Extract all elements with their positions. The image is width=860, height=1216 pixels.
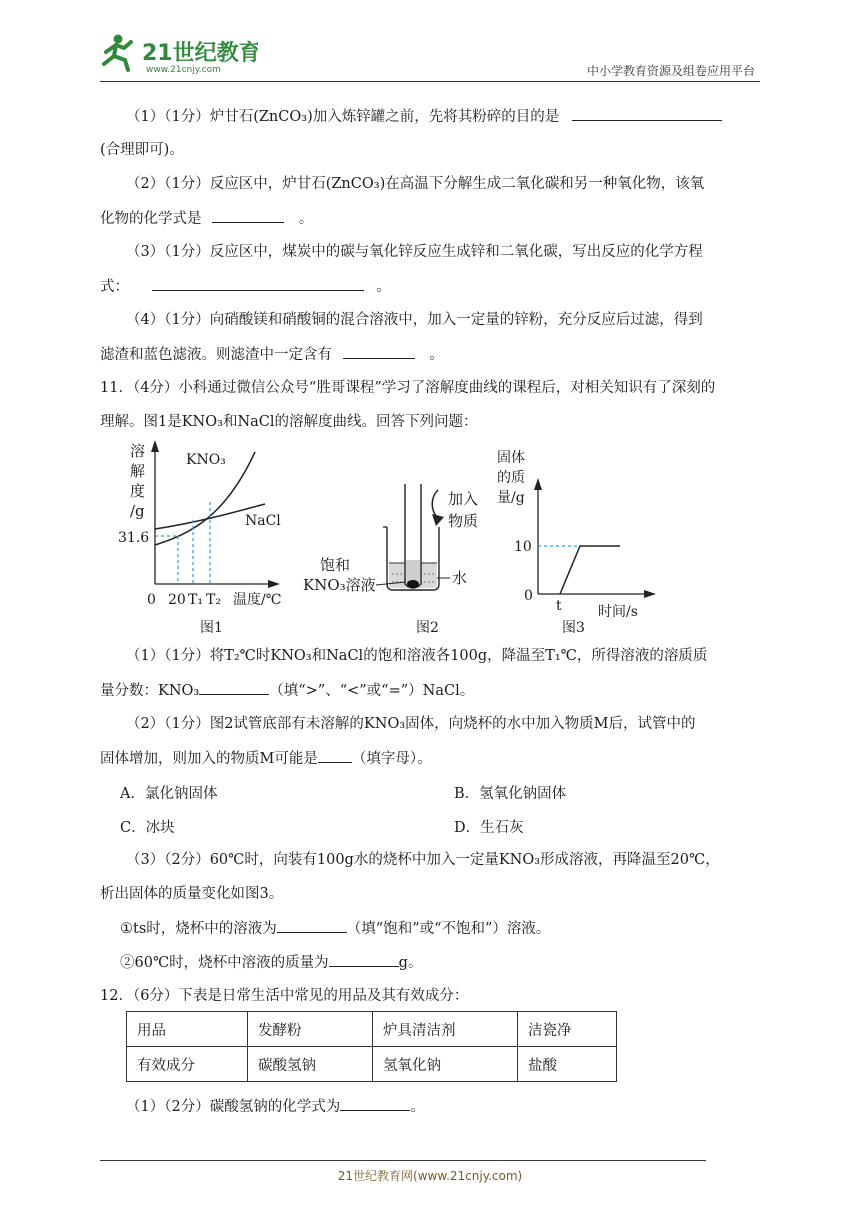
option-b[interactable]: B．氢氧化钠固体 bbox=[454, 786, 567, 802]
table-row bbox=[127, 1047, 617, 1082]
fig1-ylabel-2: 解 bbox=[130, 462, 146, 480]
logo-url: www.21cnjy.com bbox=[146, 65, 221, 75]
option-a[interactable]: A．氯化钠固体 bbox=[120, 786, 218, 802]
answer-blank[interactable] bbox=[318, 748, 352, 763]
fig2-label-add-2: 物质 bbox=[448, 512, 479, 530]
fig2-label-sat-1: 饱和 bbox=[320, 556, 351, 574]
q11-part1-line1: （1）（1分）将T₂℃时KNO₃和NaCl的饱和溶液各100g，降温至T₁℃，所得溶液的溶质质 bbox=[126, 648, 708, 664]
q10-part3-line2: 式： 。 bbox=[100, 276, 762, 297]
answer-blank[interactable] bbox=[277, 918, 347, 933]
fig2-label-water: 水 bbox=[452, 569, 468, 587]
fig3-caption: 图3 bbox=[562, 620, 585, 636]
answer-blank[interactable] bbox=[343, 344, 415, 359]
q12-part1: （1）（2分）碳酸氢钠的化学式为 。 bbox=[100, 1096, 788, 1117]
q11-part3-line1: （3）（2分）60℃时，向装有100g水的烧杯中加入一定量KNO₃形成溶液，再降温至20℃， bbox=[126, 852, 720, 868]
q11-part3-sub1: ①ts时，烧杯中的溶液为 （填“饱和”或“不饱和”）溶液。 bbox=[100, 918, 782, 939]
fig3-ylabel-1: 固体 bbox=[497, 450, 525, 466]
q10-part4-line2: 滤渣和蓝色滤液。则滤渣中一定含有 。 bbox=[100, 344, 762, 365]
table-cell: 氢氧化钠 bbox=[373, 1047, 518, 1082]
fig3-ylabel-3: 量/g bbox=[497, 490, 525, 506]
header-platform-name: 中小学教育资源及组卷应用平台 bbox=[586, 64, 755, 78]
q10-part4-line1: （4）（1分）向硝酸镁和硝酸铜的混合溶液中，加入一定量的锌粉，充分反应后过滤，得到 bbox=[126, 312, 703, 328]
q10-part3-text: 式： bbox=[100, 279, 129, 295]
answer-blank[interactable] bbox=[152, 276, 364, 291]
q10-part3-line1: （3）（1分）反应区中，煤炭中的碳与氧化锌反应生成锌和二氧化碳，写出反应的化学方程 bbox=[126, 244, 703, 260]
fig1-ylabel-4: /g bbox=[130, 502, 145, 520]
table-cell: 有效成分 bbox=[127, 1047, 248, 1082]
q12-intro: 12．（6分）下表是日常生活中常见的用品及其有效成分： bbox=[100, 988, 469, 1004]
fig3-mass-line bbox=[560, 546, 620, 594]
fig3-xlabel: 时间/s bbox=[598, 604, 638, 620]
fig1-xlabel: 温度/℃ bbox=[233, 592, 282, 608]
fig1-ytick: 31.6 bbox=[118, 530, 150, 546]
q11-part2-line2: 固体增加，则加入的物质M可能是 （填字母）。 bbox=[100, 748, 762, 769]
table-row bbox=[127, 1012, 617, 1047]
answer-blank[interactable] bbox=[212, 208, 284, 223]
q10-part1-line1 bbox=[100, 106, 788, 127]
q11-intro-line1: 11．（4分）小科通过微信公众号“胜哥课程”学习了溶解度曲线的课程后，对相关知识有了深刻的 bbox=[100, 380, 716, 396]
fig1-series-nacl: NaCl bbox=[245, 513, 281, 529]
q11-intro-line2: 理解。图1是KNO₃和NaCl的溶解度曲线。回答下列问题： bbox=[100, 414, 478, 430]
table-cell: 用品 bbox=[127, 1012, 248, 1047]
fig2-caption: 图2 bbox=[416, 620, 439, 636]
table-cell: 发酵粉 bbox=[248, 1012, 373, 1047]
table-cell: 碳酸氢钠 bbox=[248, 1047, 373, 1082]
fig3-ytick-0: 0 bbox=[524, 588, 533, 604]
option-d[interactable]: D．生石灰 bbox=[454, 820, 524, 836]
figure-3-solid-mass-chart bbox=[497, 449, 656, 636]
fig1-xtick-20: 20 bbox=[168, 592, 186, 608]
fig3-xtick-t: t bbox=[556, 598, 562, 614]
table-cell: 盐酸 bbox=[518, 1047, 617, 1082]
q11-part3-sub2: ②60℃时，烧杯中溶液的质量为 g。 bbox=[100, 952, 782, 973]
fig1-ylabel-1: 溶 bbox=[130, 442, 146, 460]
q11-part2-line1: （2）（1分）图2试管底部有未溶解的KNO₃固体，向烧杯的水中加入物质M后，试管中的 bbox=[126, 716, 696, 732]
answer-blank[interactable] bbox=[199, 680, 269, 695]
fig2-label-sat-2: KNO₃溶液 bbox=[303, 576, 376, 594]
figure-2-apparatus bbox=[303, 484, 478, 636]
q10-part2-line1: （2）（1分）反应区中，炉甘石(ZnCO₃)在高温下分解生成二氧化碳和另一种氧化物，该氧 bbox=[126, 176, 705, 192]
fig1-series-kno3: KNO₃ bbox=[186, 452, 226, 468]
answer-blank[interactable] bbox=[572, 106, 722, 121]
table-cell: 炉具清洁剂 bbox=[373, 1012, 518, 1047]
header-divider bbox=[100, 81, 760, 82]
answer-blank[interactable] bbox=[329, 952, 399, 967]
footer-divider bbox=[100, 1160, 706, 1161]
q11-part1-line2: 量分数：KNO₃ （填“>”、“<”或“=”）NaCl。 bbox=[100, 680, 762, 701]
answer-blank[interactable] bbox=[340, 1096, 410, 1111]
fig1-ylabel-3: 度 bbox=[130, 482, 146, 500]
q11-part3-line2: 析出固体的质量变化如图3。 bbox=[100, 886, 284, 902]
fig1-xtick-t2: T₂ bbox=[206, 592, 221, 608]
q10-part1-text: （1）（1分）炉甘石(ZnCO₃)加入炼锌罐之前，先将其粉碎的目的是 bbox=[126, 109, 560, 125]
figure-1-solubility-chart bbox=[118, 440, 281, 636]
logo-text: 21世纪教育 bbox=[142, 41, 258, 66]
fig1-xtick-0: 0 bbox=[147, 592, 156, 608]
fig3-ylabel-2: 的质 bbox=[497, 470, 525, 486]
runner-icon bbox=[104, 35, 131, 71]
fig3-ytick-10: 10 bbox=[514, 539, 532, 555]
table-cell: 洁瓷净 bbox=[518, 1012, 617, 1047]
q12-table bbox=[126, 1011, 617, 1082]
fig1-xtick-t1: T₁ bbox=[188, 592, 203, 608]
q11-figures bbox=[100, 432, 660, 642]
fig2-label-add-1: 加入 bbox=[448, 490, 479, 508]
fig1-caption: 图1 bbox=[200, 620, 223, 636]
q10-part2-line2: 化物的化学式是 。 bbox=[100, 208, 762, 229]
q10-part2-text: 化物的化学式是 bbox=[100, 211, 202, 227]
q10-part1-line2: (合理即可)。 bbox=[100, 142, 184, 158]
footer-text[interactable]: 21世纪教育网(www.21cnjy.com) bbox=[337, 1169, 523, 1183]
q10-part4-text: 滤渣和蓝色滤液。则滤渣中一定含有 bbox=[100, 347, 332, 363]
site-logo bbox=[98, 30, 258, 76]
option-c[interactable]: C．冰块 bbox=[120, 820, 175, 836]
